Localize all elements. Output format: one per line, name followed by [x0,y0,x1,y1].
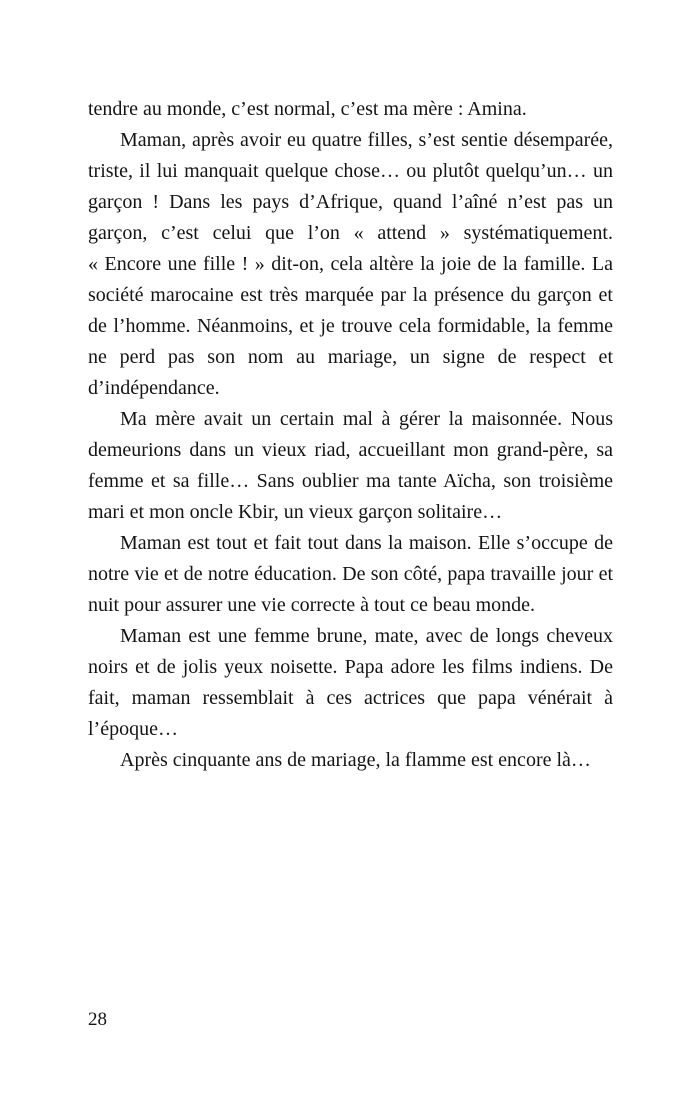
page-number: 28 [88,1009,107,1030]
paragraph: Maman, après avoir eu quatre filles, s’est sentie désemparée, triste, il lui manquait quelque chose… ou plutôt quelqu’un… un garçon ! Dans les pays d’Afrique, quand l’aîné n’est pas un garçon, c’est celui que l’on « attend » systématiquement. « Encore une fille ! » dit-on, cela altère la joie de la famille. La société marocaine est très marquée par la présence du garçon et de l’homme. Néanmoins, et je trouve cela formidable, la femme ne perd pas son nom au mariage, un signe de respect et d’indépendance. [88,129,613,399]
paragraph: Ma mère avait un certain mal à gérer la maisonnée. Nous demeurions dans un vieux riad, accueillant mon grand-père, sa femme et sa fille… Sans oublier ma tante Aïcha, son troisième mari et mon oncle Kbir, un vieux garçon solitaire… [88,408,613,523]
paragraph: Maman est tout et fait tout dans la maison. Elle s’occupe de notre vie et de notre éducation. De son côté, papa travaille jour et nuit pour assurer une vie correcte à tout ce beau monde. [88,532,613,616]
page-text [88,94,613,776]
paragraph: Maman est une femme brune, mate, avec de longs cheveux noirs et de jolis yeux noisette. Papa adore les films indiens. De fait, maman ressemblait à ces actrices que papa vénérait à l’époque… [88,625,613,740]
paragraph: tendre au monde, c’est normal, c’est ma mère : Amina. [88,98,527,120]
paragraph: Après cinquante ans de mariage, la flamme est encore là… [120,749,591,771]
